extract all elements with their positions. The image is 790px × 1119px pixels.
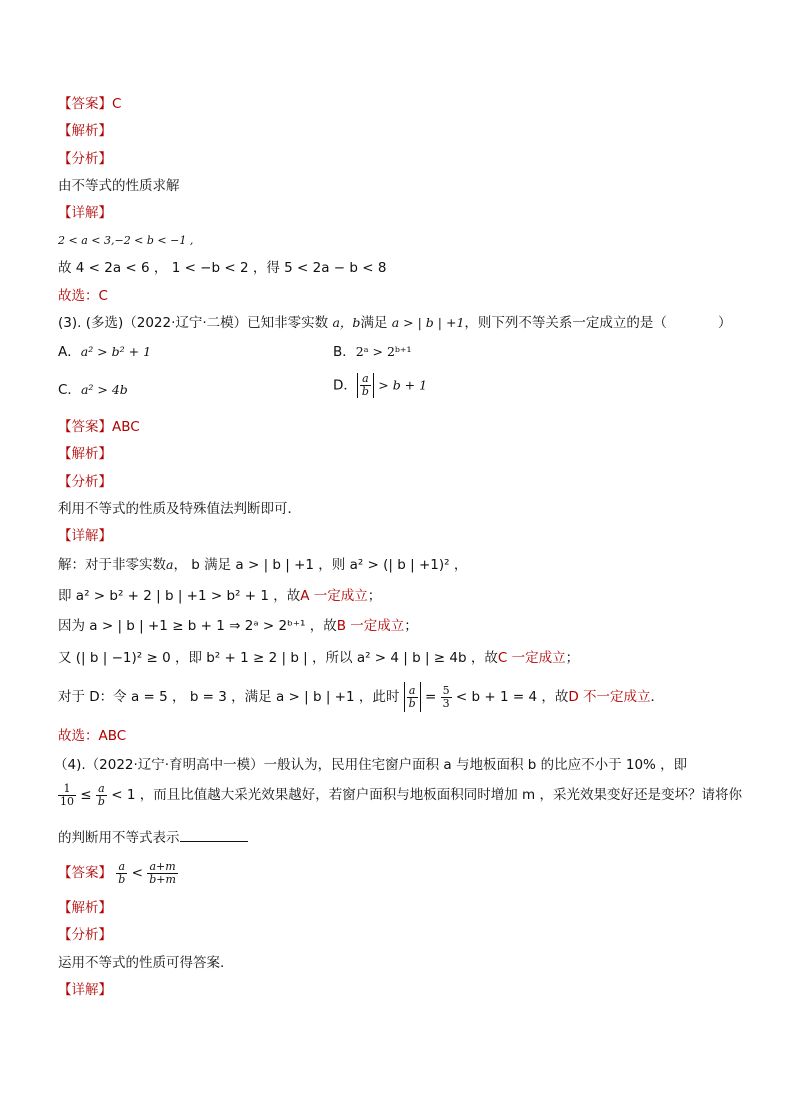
answer-line-q2: 【答案】C — [58, 96, 122, 112]
analysis-heading-q3: 【解析】 — [58, 446, 112, 462]
question-4-line-3: 的判断用不等式表示 — [58, 829, 248, 847]
answer-blank[interactable] — [180, 829, 248, 842]
fenxi-text-q3: 利用不等式的性质及特殊值法判断即可． — [58, 501, 301, 517]
answer-value: C — [112, 96, 122, 112]
option-d: D． $\frac{a}{b}$ > b + 1 — [333, 372, 428, 398]
answer-label: 答案 — [71, 96, 99, 112]
detail-line-5-q3: 对于 D：令 a = 5 ， b = 3 ，满足 a > | b | +1 ，此时 $\frac{a}{b}$ = $\frac{5}{3}$ < b + 1 = 4 ，故D 不一定成立． — [58, 682, 664, 712]
choice-line-q2: 故选：C — [58, 288, 108, 304]
question-3: (3). (多选)（2022·辽宁·二模）已知非零实数 a，b满足 a > | b | +1，则下列不等关系一定成立的是（ — [58, 315, 667, 331]
detail-heading-q3: 【详解】 — [58, 528, 112, 544]
detail-heading-q4: 【详解】 — [58, 982, 112, 998]
analysis-heading-q2: 【解析】 — [58, 123, 112, 139]
answer-value: ABC — [112, 419, 140, 435]
detail-line-1-q3: 解：对于非零实数a， b 满足 a > | b | +1 ，则 a² > (| b | +1)² ， — [58, 557, 468, 573]
answer-line-q3: 【答案】ABC — [58, 419, 140, 435]
option-b: B．2ᵃ > 2ᵇ⁺¹ — [333, 344, 412, 360]
fenxi-text-q4: 运用不等式的性质可得答案. — [58, 955, 225, 971]
option-a: A．a² > b² + 1 — [58, 344, 152, 360]
choice-line-q3: 故选：ABC — [58, 728, 127, 744]
detail-line-2-q2: 故 4 < 2a < 6 ， 1 < −b < 2 ，得 5 < 2a − b < 8 — [58, 260, 387, 276]
fenxi-heading-q2: 【分析】 — [58, 151, 112, 167]
answer-line-q4: 【答案】 $\frac{a}{b}$ < $\frac{a+m}{b+m}$ — [58, 859, 176, 886]
detail-line-2-q3: 即 a² > b² + 2 | b | +1 > b² + 1 ，故A 一定成立； — [58, 588, 382, 604]
detail-line-1-q2: 2 < a < 3,−2 < b < −1 , — [58, 234, 194, 247]
fenxi-heading-q3: 【分析】 — [58, 474, 112, 490]
question-4-line-2: $\frac{1}{10}$ ≤ $\frac{a}{b}$ < 1 ，而且比值越大采光效果越好，若窗户面积与地板面积同时增加 m ，采光效果变好还是变坏？请将你 — [60, 781, 742, 808]
fenxi-heading-q4: 【分析】 — [58, 927, 112, 943]
analysis-heading-q4: 【解析】 — [58, 900, 112, 916]
option-c: C．a² > 4b — [58, 382, 128, 398]
detail-heading-q2: 【详解】 — [58, 205, 112, 221]
fenxi-text-q2: 由不等式的性质求解 — [58, 178, 180, 194]
detail-line-4-q3: 又 (| b | −1)² ≥ 0 ，即 b² + 1 ≥ 2 | b | ，所以 a² > 4 | b | ≥ 4b ，故C 一定成立； — [58, 650, 580, 666]
question-3-close-paren: ） — [718, 315, 732, 331]
question-4-line-1: （4).（2022·辽宁·育明高中一模）一般认为，民用住宅窗户面积 a 与地板面积 b 的比应不小于 10% ，即 — [54, 757, 688, 773]
detail-line-3-q3: 因为 a > | b | +1 ≥ b + 1 ⇒ 2ᵃ > 2ᵇ⁺¹ ，故B 一定成立； — [58, 618, 418, 634]
